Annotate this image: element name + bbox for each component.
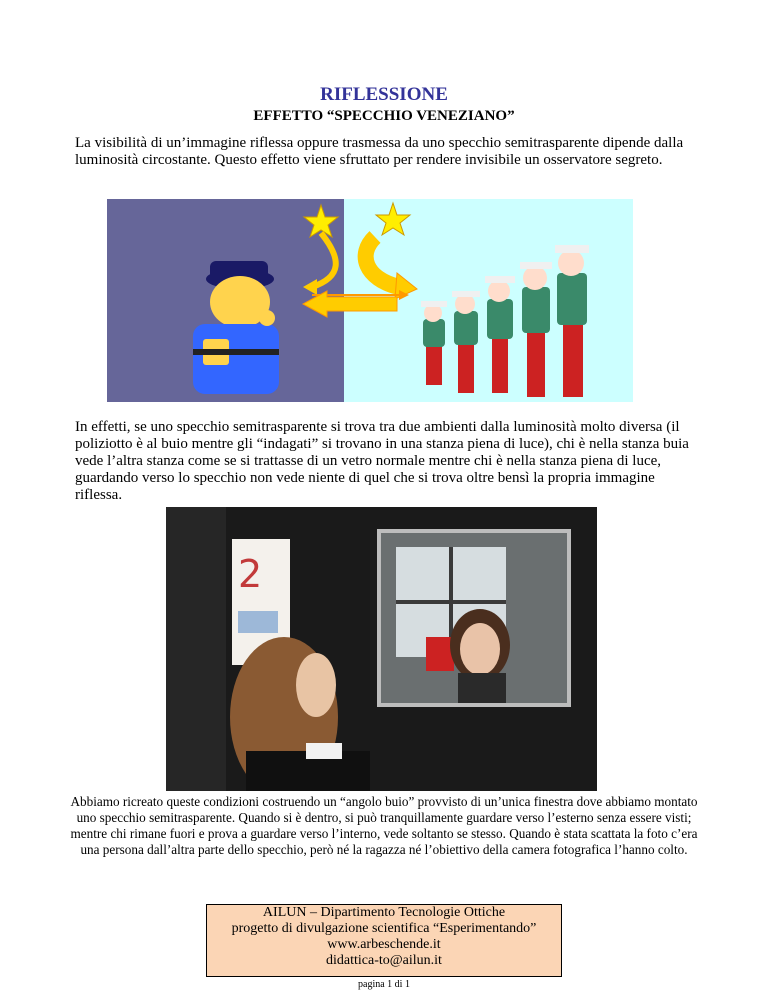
footer-email-link[interactable]: didattica-to@ailun.it <box>326 953 442 968</box>
footer-organization: AILUN – Dipartimento Tecnologie Ottiche <box>262 905 506 920</box>
page-number: pagina 1 di 1 <box>358 979 410 990</box>
photo-caption: Abbiamo ricreato queste condizioni costruendo un “angolo buio” provvisto di un’unica finestra dove abbiamo montato uno specchio semitrasparente. Quando si è dentro, si può tranquillamente guardare verso l’esterno senza essere visti; mentre chi rimane fuori e prova a guardare verso l’interno, vede soltanto se stesso. Quando è stata scattata la foto c’era una persona dall’altra parte dello specchio, però né la ragazza né l’obiettivo della camera fotografica l’hanno colto. <box>70 794 698 857</box>
intro-paragraph: La visibilità di un’immagine riflessa oppure trasmessa da uno specchio semitrasparente dipende dalla luminosità circostante. Questo effetto viene sfruttato per rendere invisibile un osservatore segreto. <box>75 135 684 168</box>
mirror-illustration <box>107 199 633 402</box>
explanation-paragraph: In effetti, se uno specchio semitrasparente si trova tra due ambienti dalla luminosità molto diversa (il poliziotto è al buio mentre gli “indagati” si trovano in una stanza piena di luce), chi è nella stanza buia vede l’altra stanza come se si trattasse di un vetro normale mentre chi è nella stanza piena di luce, guardando verso lo specchio non vede niente di quel che si trova oltre bensì la propria immagine riflessa. <box>75 419 689 503</box>
footer-box <box>206 904 562 977</box>
footer-project: progetto di divulgazione scientifica “Esperimentando” <box>231 921 537 936</box>
footer-website-link[interactable]: www.arbeschende.it <box>327 937 441 952</box>
poster-number: 2 <box>238 552 263 596</box>
mirror-photo <box>166 507 597 791</box>
page-title: RIFLESSIONE <box>320 84 448 105</box>
page-subtitle: EFFETTO “SPECCHIO VENEZIANO” <box>253 108 515 124</box>
